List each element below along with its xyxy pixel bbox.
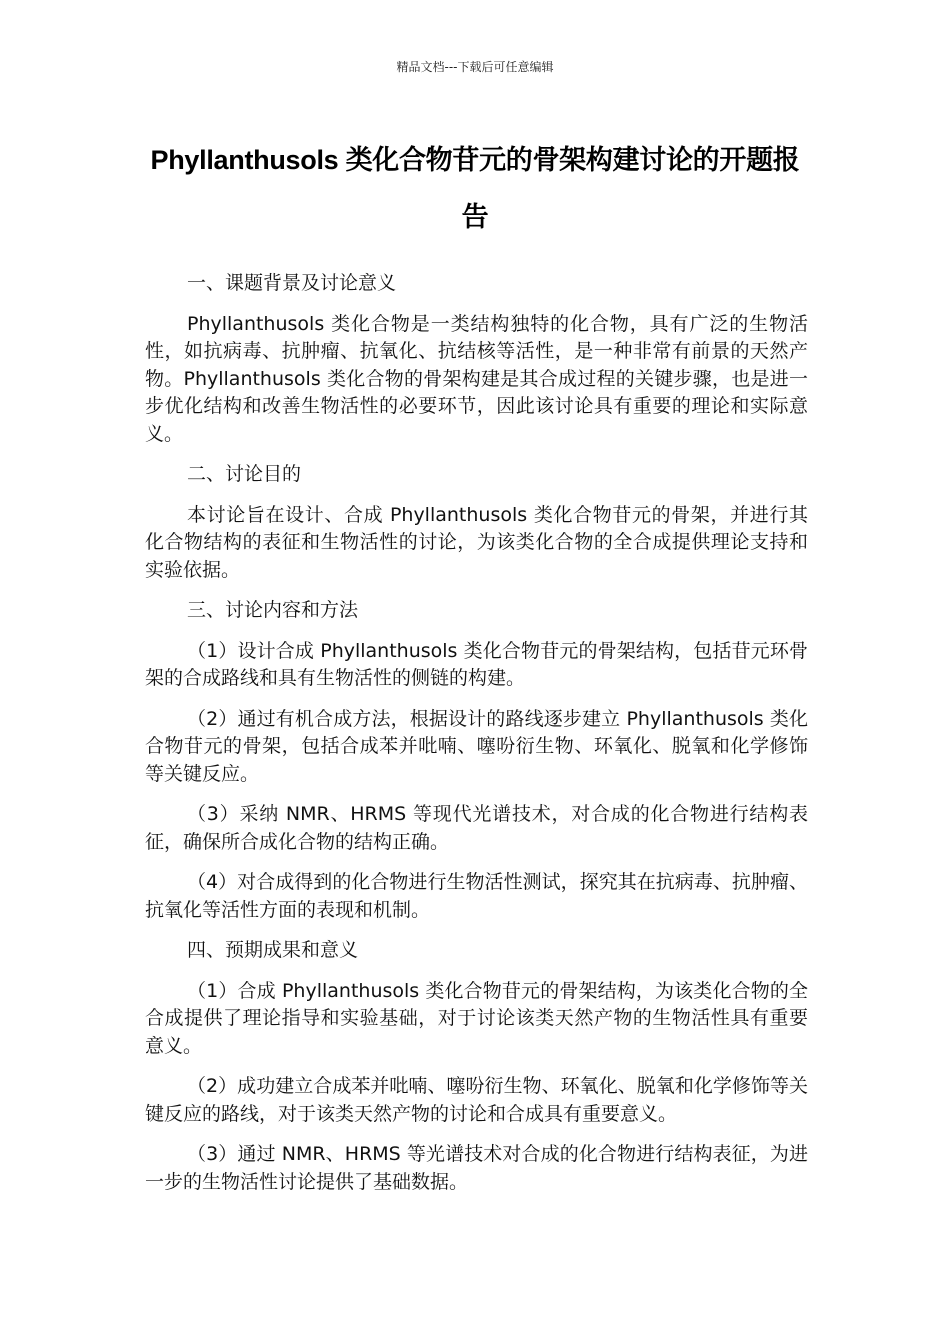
list-item: （3）采纳 NMR、HRMS 等现代光谱技术，对合成的化合物进行结构表征，确保所合成化合物的结构正确。 [145, 803, 808, 853]
list-item: （2）通过有机合成方法，根据设计的路线逐步建立 Phyllanthusols 类化合物苷元的骨架，包括合成苯并吡喃、噻吩衍生物、环氧化、脱氧和化学修饰等关键反应。 [145, 707, 808, 785]
list-item: （3）通过 NMR、HRMS 等光谱技术对合成的化合物进行结构表征，为进一步的生物活性讨论提供了基础数据。 [145, 1143, 808, 1193]
list-item: （1）合成 Phyllanthusols 类化合物苷元的骨架结构，为该类化合物的全合成提供了理论指导和实验基础，对于讨论该类天然产物的生物活性具有重要意义。 [145, 979, 808, 1057]
section-paragraph-purpose: 本讨论旨在设计、合成 Phyllanthusols 类化合物苷元的骨架，并进行其化合物结构的表征和生物活性的讨论，为该类化合物的全合成提供理论支持和实验依据。 [145, 503, 808, 581]
list-item: （1）设计合成 Phyllanthusols 类化合物苷元的骨架结构，包括苷元环骨架的合成路线和具有生物活性的侧链的构建。 [145, 639, 808, 689]
section-heading-purpose: 二、讨论目的 [187, 463, 302, 485]
section-paragraph-background: Phyllanthusols 类化合物是一类结构独特的化合物，具有广泛的生物活性，如抗病毒、抗肿瘤、抗氧化、抗结核等活性，是一种非常有前景的天然产物。Phyllanthusols 类化合物的骨架构建是其合成过程的关键步骤，也是进一步优化结构和改善生物活性的必要环节，因此该讨论具有重要的理论和实际意义。 [145, 312, 808, 445]
document-body [145, 270, 808, 1209]
section-heading-expected-results: 四、预期成果和意义 [187, 939, 359, 961]
section-heading-content-methods: 三、讨论内容和方法 [187, 599, 359, 621]
header-note: 精品文档---下载后可任意编辑 [396, 60, 554, 74]
list-item: （2）成功建立合成苯并吡喃、噻吩衍生物、环氧化、脱氧和化学修饰等关键反应的路线，对于该类天然产物的讨论和合成具有重要意义。 [145, 1075, 808, 1125]
section-heading-background: 一、课题背景及讨论意义 [187, 272, 397, 294]
list-item: （4）对合成得到的化合物进行生物活性测试，探究其在抗病毒、抗肿瘤、抗氧化等活性方面的表现和机制。 [145, 871, 808, 921]
document-title: Phyllanthusols 类化合物苷元的骨架构建讨论的开题报告 [150, 145, 800, 232]
